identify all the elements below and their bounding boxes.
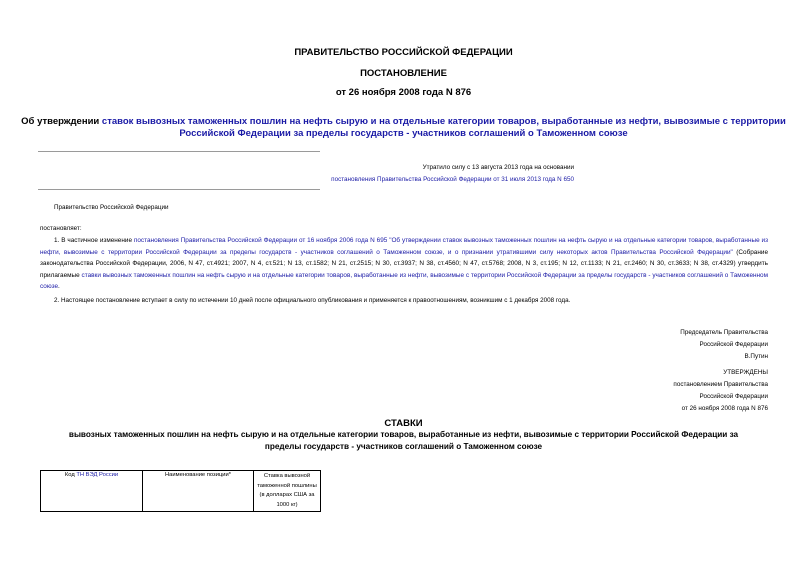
rates-subtitle-line2: пределы государств - участников соглашений о Таможенном союзе	[264, 441, 543, 451]
col-code-header	[41, 471, 143, 512]
p1-end: .	[58, 283, 60, 291]
signature-line1: Председатель Правительства	[680, 329, 768, 336]
approval-block	[0, 367, 768, 415]
divider-top	[38, 151, 320, 152]
title-link-cont[interactable]: Российской Федерации за пределы государств - участников соглашений о Таможенном союзе	[179, 128, 628, 139]
approval-line3: Российской Федерации	[699, 393, 768, 400]
rates-table	[40, 470, 321, 512]
p1-decree-link[interactable]: постановления Правительства Российской Федерации от 16 ноября 2006 года N 695 "Об утверждении ставок вывозных таможенных пошлин на нефть сырую и на отдельные категории товаров, выработанные из нефти, вывозимые с территории Российской Федерации за пределы государств - участников соглашений о Таможенном союзе, и о признании утратившими силу некоторых актов Правительства Российской Федерации"	[40, 237, 769, 256]
rates-title: СТАВКИ	[384, 418, 423, 429]
col-code-prefix: Код	[64, 472, 77, 478]
title-link[interactable]: ставок вывозных таможенных пошлин на нефть сырую и на отдельные категории товаров, выработанные из нефти, вывозимые с территории	[101, 116, 786, 127]
title-prefix: Об утверждении	[21, 116, 102, 127]
p1-intro: 1. В частичное изменение	[54, 237, 134, 244]
table-header-row	[41, 471, 321, 512]
document-date-number: от 26 ноября 2008 года N 876	[335, 87, 472, 98]
signature-block	[0, 327, 768, 363]
status-note-link[interactable]: постановления Правительства Российской Федерации от 31 июля 2013 года N 650	[331, 176, 574, 183]
col-code-link[interactable]: ТН ВЭД России	[76, 472, 119, 478]
government-name: ПРАВИТЕЛЬСТВО РОССИЙСКОЙ ФЕДЕРАЦИИ	[294, 47, 513, 58]
col-rate-line4: 1000 кг)	[276, 501, 298, 508]
col-rate-header	[254, 471, 321, 512]
approval-line2: постановлением Правительства	[673, 381, 768, 388]
p1-rates-link[interactable]: ставки вывозных таможенных пошлин на нефть сырую и на отдельные категории товаров, выработанные из нефти, вывозимые с территории Российской Федерации за пределы государств - участников соглашений о Таможенном союзе	[40, 271, 769, 291]
signature-name: В.Путин	[744, 353, 768, 360]
approval-line4: от 26 ноября 2008 года N 876	[681, 405, 768, 412]
decrees-word: постановляет:	[40, 225, 82, 232]
divider-bottom	[38, 189, 320, 190]
paragraph-1	[40, 235, 768, 293]
approval-line1: УТВЕРЖДЕНЫ	[723, 369, 768, 376]
issuer: Правительство Российской Федерации	[54, 204, 169, 211]
col-name-header: Наименование позиции*	[143, 471, 254, 512]
col-rate-line1: Ставка вывозной	[263, 473, 311, 479]
document-type: ПОСТАНОВЛЕНИЕ	[360, 68, 447, 79]
rates-subtitle	[0, 429, 807, 452]
col-rate-line2: таможенной пошлины	[257, 482, 317, 489]
p1-sources: (Собрание законодательства Российской Федерации, 2006, N 47, ст.4921; 2007, N 4, ст.521; N 13, ст.1582; N 21, ст.2515; N 30, ст.3937; N 38, ст.4560; N 47, ст.5768; 2008, N 3, ст.195; N 12, ст.1133; N 21, ст.2460; N 30, ст.3633; N 38, ст.4329) утвердить прилагаемые	[40, 248, 768, 279]
rates-subtitle-line1: вывозных таможенных пошлин на нефть сырую и на отдельные категории товаров, выработанные из нефти, вывозимые с территории Российской Федерации за	[68, 430, 739, 439]
status-note-line1: Утратило силу с 13 августа 2013 года на основании	[422, 164, 574, 171]
signature-line2: Российской Федерации	[699, 341, 768, 348]
paragraph-2: 2. Настоящее постановление вступает в силу по истечении 10 дней после официального опубликования и применяется к правоотношениям, возникшим с 1 декабря 2008 года.	[54, 297, 571, 304]
document-title	[0, 116, 807, 140]
col-rate-line3: (в долларах США за	[259, 492, 315, 498]
